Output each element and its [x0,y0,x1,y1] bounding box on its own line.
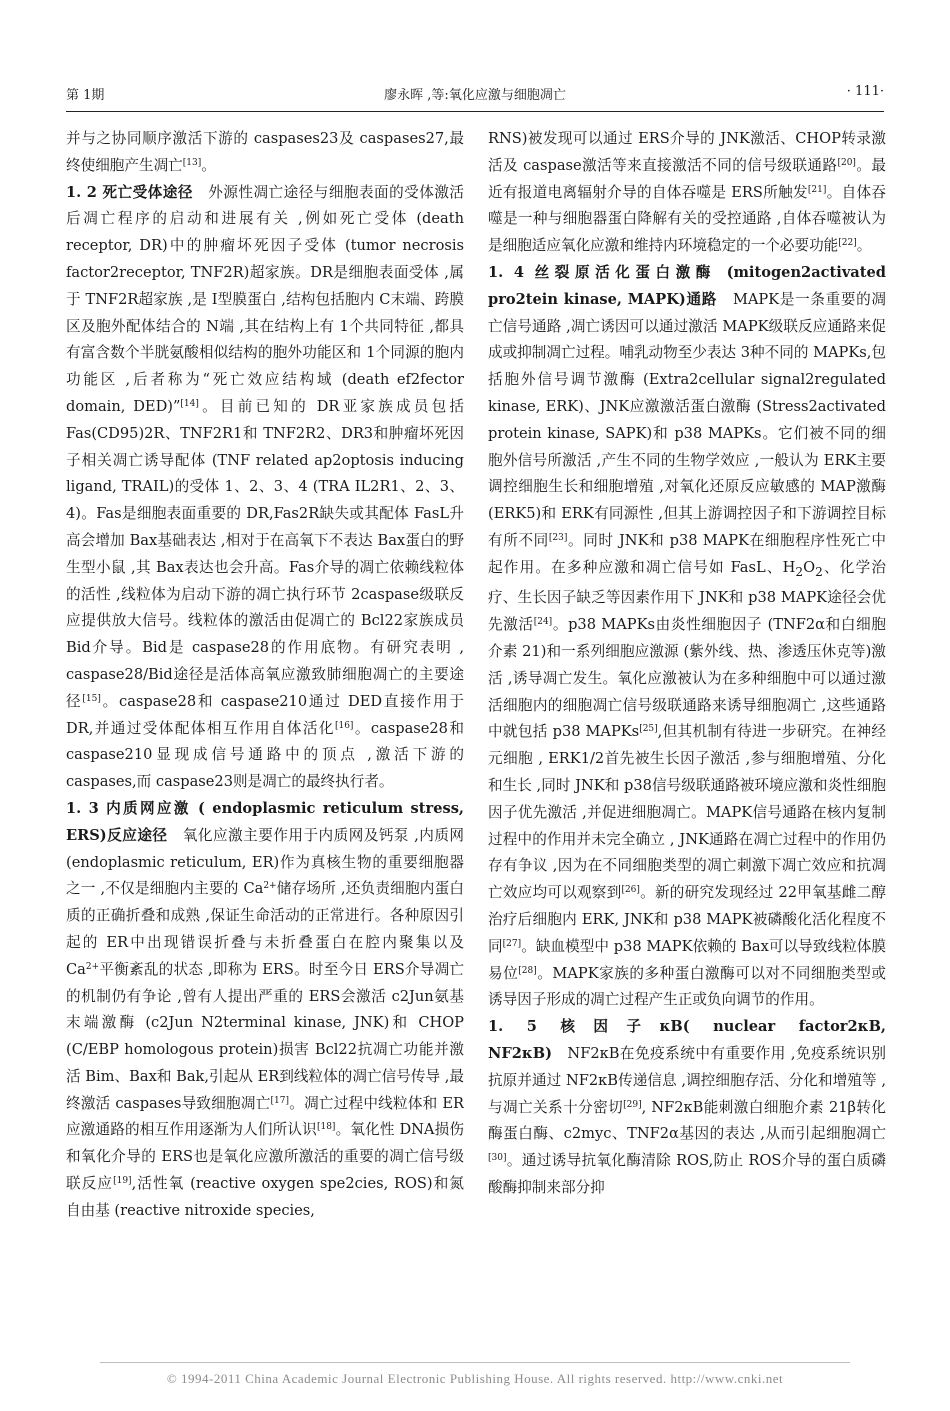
citation: [30] [488,1153,507,1164]
citation: [21] [807,184,827,195]
citation: [22] [838,238,857,249]
citation: [26] [621,885,640,896]
citation: [18] [316,1122,336,1133]
page-number: · 111· [846,84,884,99]
section-1-3: 1. 3 内质网应激 ( endoplasmic reticulum stress, ERS)反应途径 氧化应激主要作用于内质网及钙泵 ,内质网 (endoplasmic reticulum, ER)作为真核生物的重要细胞器之一 ,不仅是细胞内主要的 $Ca^{2+}$储存场所 ,还负责细胞内蛋白质的正确折叠和成熟 ,保证生命活动的正常进行。各种原因引起的 ER中出现错误折叠与未折叠蛋白在腔内聚集以及 $Ca^{2+}$平衡紊乱的状态 ,即称为 ERS。时至今日 ERS介导凋亡的机制仍有争论 ,曾有人提出严重的 ERS会激活 c2Jun氨基末端激酶 (c2Jun N2terminal kinase, JNK)和 CHOP (C/EBP homologous protein)损害 Bcl22抗凋亡功能并激活 Bim、Bax和 Bak,引起从 ER到线粒体的凋亡信号传导 ,最终激活 caspases导致细胞凋亡[17]。凋亡过程中线粒体和 ER应激通路的相互作用逐渐为人们所认识[18]。氧化性 DNA损伤和氧化介导的 ERS也是氧化应激所激活的重要的凋亡信号级联反应[19],活性氧 (reactive oxygen spe2cies, ROS)和氮自由基 (reactive nitroxide species, [66,799,464,1219]
left-column [66,126,464,1346]
paragraph-continued: 并与之协同顺序激活下游的 caspases23及 caspases27,最终使细胞产生凋亡[13]。 [66,130,464,174]
citation: [29] [623,1099,642,1110]
citation: [15] [82,693,101,704]
citation: [16] [334,720,354,731]
citation: [23] [548,532,568,543]
citation: [24] [533,617,553,628]
copyright-footer: © 1994-2011 China Academic Journal Electronic Publishing House. All rights reserved. http://www.cnki.net [166,1371,784,1386]
citation: [27] [502,938,522,949]
citation: [25] [639,724,658,735]
citation: [13] [182,157,202,168]
article-running-title: 廖永晖 ,等:氧化应激与细胞凋亡 [384,88,566,103]
subscript: 2 [815,564,823,579]
section-heading: 1. 2 死亡受体途径 [66,183,193,201]
section-1-2: 1. 2 死亡受体途径 外源性凋亡途径与细胞表面的受体激活后凋亡程序的启动和进展有关 ,例如死亡受体 (death receptor, DR)中的肿瘤坏死因子受体 (tumor necrosis factor2receptor, TNF2R)超家族。DR是细胞表面受体 ,属于 TNF2R超家族 ,是 Ⅰ型膜蛋白 ,结构包括胞内 C末端、跨膜区及胞外配体结合的 N端 ,其在结构上有 1个共同特征 ,都具有富含数个半胱氨酸相似结构的胞外功能区和 1个同源的胞内功能区 ,后者称为“死亡效应结构域 (death ef2fector domain, DED)”[14]。目前已知的 DR亚家族成员包括 Fas(CD95)2R、TNF2R1和 TNF2R2、DR3和肿瘤坏死因子相关凋亡诱导配体 (TNF related ap2optosis inducing ligand, TRAIL)的受体 1、2、3、4 (TRA IL2R1、2、3、4)。Fas是细胞表面重要的 DR,Fas2R缺失或其配体 FasL升高会增加 Bax基础表达 ,相对于在高氧下不表达 Bax蛋白的野生型小鼠 ,其 Bax表达也会升高。Fas介导的凋亡依赖线粒体的活性 ,线粒体为启动下游的凋亡执行环节 2caspase级联反应提供放大信号。线粒体的激活由促凋亡的 Bcl22家族成员 Bid介导。Bid是 caspase28的作用底物。有研究表明 , caspase28/Bid途径是活体高氧应激致肺细胞凋亡的主要途径[15]。caspase28和 caspase210通过 DED直接作用于 DR,并通过受体配体相互作用自体活化[16]。caspase28和 caspase210显现成信号通路中的顶点 ,激活下游的 caspases,而 caspase23则是凋亡的最终执行者。 [66,183,464,791]
citation: [20] [837,157,856,168]
citation: [19] [113,1176,132,1187]
section-heading: 1. 5 核因子κB( nuclear factor2κB, NF2κB) [488,1018,886,1062]
header-rule [66,111,884,112]
section-heading: 1. 4 丝裂原活化蛋白激酶 (mitogen2activated pro2tein kinase, MAPK)通路 [488,263,886,308]
superscript: 2+ [85,961,100,972]
right-column [488,126,886,1346]
citation: [17] [270,1095,290,1106]
issue-number: 第 1期 [66,88,105,103]
citation: [28] [518,965,537,976]
citation: [14] [180,398,199,409]
running-header [66,80,884,108]
section-1-5: 1. 5 核因子κB( nuclear factor2κB, NF2κB) NF2κB在免疫系统中有重要作用 ,免疫系统识别抗原并通过 NF2κB传递信息 ,调控细胞存活、分化和增殖等 ,与凋亡关系十分密切[29], NF2κB能刺激白细胞介素 21β转化酶蛋白酶、c2myc、TNF2α基因的表达 ,从而引起细胞凋亡[30]。通过诱导抗氧化酶清除 ROS,防止 ROS介导的蛋白质磷酸酶抑制来部分抑 [488,1018,886,1196]
subscript: 2 [795,564,804,579]
paragraph-continued: RNS)被发现可以通过 ERS介导的 JNK激活、CHOP转录激活及 caspase激活等来直接激活不同的信号级联通路[20]。最近有报道电离辐射介导的自体吞噬是 ERS所触发[21]。自体吞噬是一种与细胞器蛋白降解有关的受控通路 ,自体吞噬被认为是细胞适应氧化应激和维持内环境稳定的一个必要功能[22]。 [488,130,886,255]
section-heading: 1. 3 内质网应激 ( endoplasmic reticulum stress, ERS)反应途径 [66,799,464,844]
footer-rule [100,1362,850,1363]
section-1-4: 1. 4 丝裂原活化蛋白激酶 (mitogen2activated pro2tein kinase, MAPK)通路 MAPK是一条重要的凋亡信号通路 ,凋亡诱因可以通过激活 MAPK级联反应通路来促成或抑制凋亡过程。哺乳动物至少表达 3种不同的 MAPKs,包括胞外信号调节激酶 (Extra2cellular signal2regulated kinase, ERK)、JNK应激激活蛋白激酶 (Stress2activated protein kinase, SAPK)和 p38 MAPKs。它们被不同的细胞外信号所激活 ,产生不同的生物学效应 ,一般认为 ERK主要调控细胞生长和细胞增殖 ,对氧化还原反应敏感的 MAP激酶 (ERK5)和 ERK有同源性 ,但其上游调控因子和下游调控目标有所不同[23]。同时 JNK和 p38 MAPK在细胞程序性死亡中起作用。在多种应激和凋亡信号如 FasL、$H_2O_2$、化学治疗、生长因子缺乏等因素作用下 JNK和 p38 MAPK途径会优先激活[24]。p38 MAPKs由炎性细胞因子 (TNF2α和白细胞介素 21)和一系列细胞应激源 (紫外线、热、渗透压休克等)激活 ,诱导凋亡发生。氧化应激被认为在多种细胞中可以通过激活细胞内的细胞凋亡信号级联通路来诱导细胞凋亡 ,这些通路中就包括 p38 MAPKs[25],但其机制有待进一步研究。在神经元细胞 , ERK1/2首先被生长因子激活 ,参与细胞增殖、分化和生长 ,同时 JNK和 p38信号级联通路被环境应激和炎性细胞因子优先激活 ,并促进细胞凋亡。MAPK信号通路在核内复制过程中的作用并未完全确立 , JNK通路在凋亡过程中的作用仍存有争议 ,因为在不同细胞类型的凋亡刺激下凋亡效应和抗凋亡效应均可以观察到[26]。新的研究发现经过 22甲氧基雌二醇治疗后细胞内 ERK, JNK和 p38 MAPK被磷酸化活化程度不同[27]。缺血模型中 p38 MAPK依赖的 Bax可以导致线粒体膜易位[28]。MAPK家族的多种蛋白激酶可以对不同细胞类型或诱导因子形成的凋亡过程产生正或负向调节的作用。 [488,263,886,1009]
superscript: 2+ [263,881,277,892]
